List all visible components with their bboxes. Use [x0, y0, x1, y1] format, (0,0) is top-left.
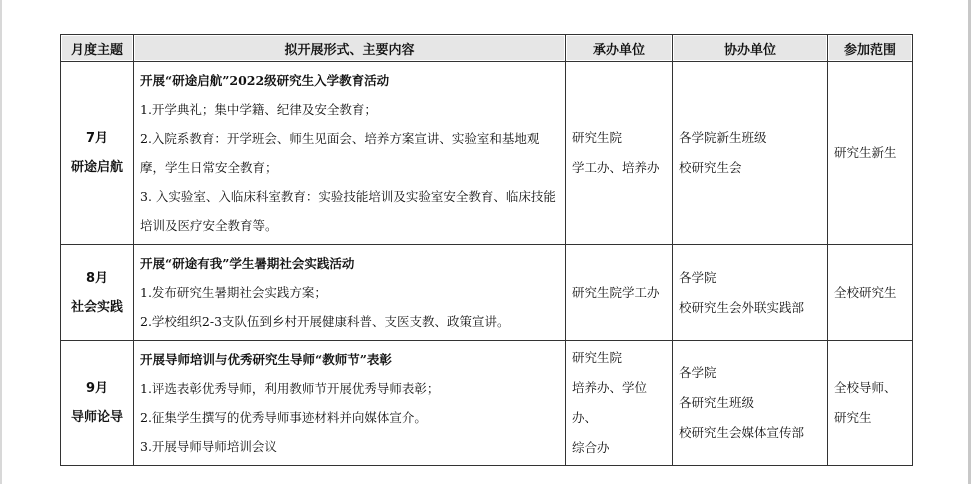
organizer-cell	[566, 341, 673, 466]
table-row	[61, 62, 913, 245]
content-item: 2.征集学生撰写的优秀导师事迹材料并向媒体宣介。	[140, 410, 427, 425]
scope-cell	[828, 245, 913, 341]
theme-label: 社会实践	[70, 299, 123, 315]
content-item: 1.评选表彰优秀导师，利用教师节开展优秀导师表彰；	[140, 381, 440, 396]
scope-line: 全校研究生	[834, 284, 897, 300]
month-label: 9月	[85, 381, 109, 396]
table-row	[61, 245, 913, 341]
header-form-content: 拟开展形式、主要内容	[134, 35, 566, 62]
organizer-line: 研究生院	[572, 130, 623, 145]
organizer-line: 学工办、培养办	[572, 160, 660, 175]
content-item: 3.开展导师导师培训会议	[140, 439, 277, 454]
month-theme-cell	[61, 341, 134, 466]
activity-title: 开展“研途有我”学生暑期社会实践活动	[140, 256, 355, 271]
theme-label: 研途启航	[70, 160, 123, 175]
organizer-line: 综合办	[572, 440, 610, 455]
co-organizer-line: 各学院	[679, 269, 717, 285]
scope-cell	[828, 62, 913, 245]
co-organizer-line: 各研究生班级	[679, 395, 755, 410]
header-scope: 参加范围	[828, 35, 913, 62]
co-organizer-cell	[673, 341, 828, 466]
scope-line: 全校导师、	[834, 380, 897, 395]
organizer-line: 研究生院	[572, 350, 623, 365]
content-item: 2.学校组织2-3支队伍到乡村开展健康科普、支医支教、政策宣讲。	[140, 314, 510, 329]
page-left-edge	[0, 0, 2, 484]
activity-title: 开展“研途启航”2022级研究生入学教育活动	[140, 73, 390, 88]
header-month-theme: 月度主题	[61, 35, 134, 62]
co-organizer-line: 各学院新生班级	[679, 130, 767, 145]
header-organizer: 承办单位	[566, 35, 673, 62]
content-cell	[134, 62, 566, 245]
content-item: 1.开学典礼；集中学籍、纪律及安全教育；	[140, 102, 377, 117]
month-label: 7月	[85, 131, 109, 146]
scope-cell	[828, 341, 913, 466]
table-row	[61, 341, 913, 466]
content-cell	[134, 341, 566, 466]
co-organizer-line: 校研究生会	[679, 160, 742, 175]
month-label: 8月	[85, 270, 109, 286]
co-organizer-line: 校研究生会媒体宣传部	[679, 425, 805, 440]
month-theme-cell	[61, 62, 134, 245]
co-organizer-line: 各学院	[679, 365, 717, 380]
co-organizer-cell	[673, 62, 828, 245]
co-organizer-cell	[673, 245, 828, 341]
organizer-line: 培养办、学位办、	[572, 380, 648, 425]
content-item: 1.发布研究生暑期社会实践方案；	[140, 285, 327, 300]
table-header-row	[61, 35, 913, 62]
theme-label: 导师论导	[70, 410, 123, 425]
activity-title: 开展导师培训与优秀研究生导师“教师节”表彰	[140, 352, 392, 367]
organizer-cell	[566, 62, 673, 245]
content-cell	[134, 245, 566, 341]
content-item: 2.入院系教育：开学班会、师生见面会、培养方案宣讲、实验室和基地观摩，学生日常安全教育；	[140, 131, 540, 175]
organizer-cell	[566, 245, 673, 341]
header-co-organizer: 协办单位	[673, 35, 828, 62]
scope-line: 研究生新生	[834, 145, 897, 160]
month-theme-cell	[61, 245, 134, 341]
content-item: 3. 入实验室、入临床科室教育：实验技能培训及实验室安全教育、临床技能培训及医疗安全教育等。	[140, 189, 556, 233]
co-organizer-line: 校研究生会外联实践部	[679, 299, 805, 315]
organizer-line: 研究生院学工办	[572, 284, 660, 300]
activity-plan-table	[60, 34, 913, 466]
scope-line: 研究生	[834, 410, 872, 425]
